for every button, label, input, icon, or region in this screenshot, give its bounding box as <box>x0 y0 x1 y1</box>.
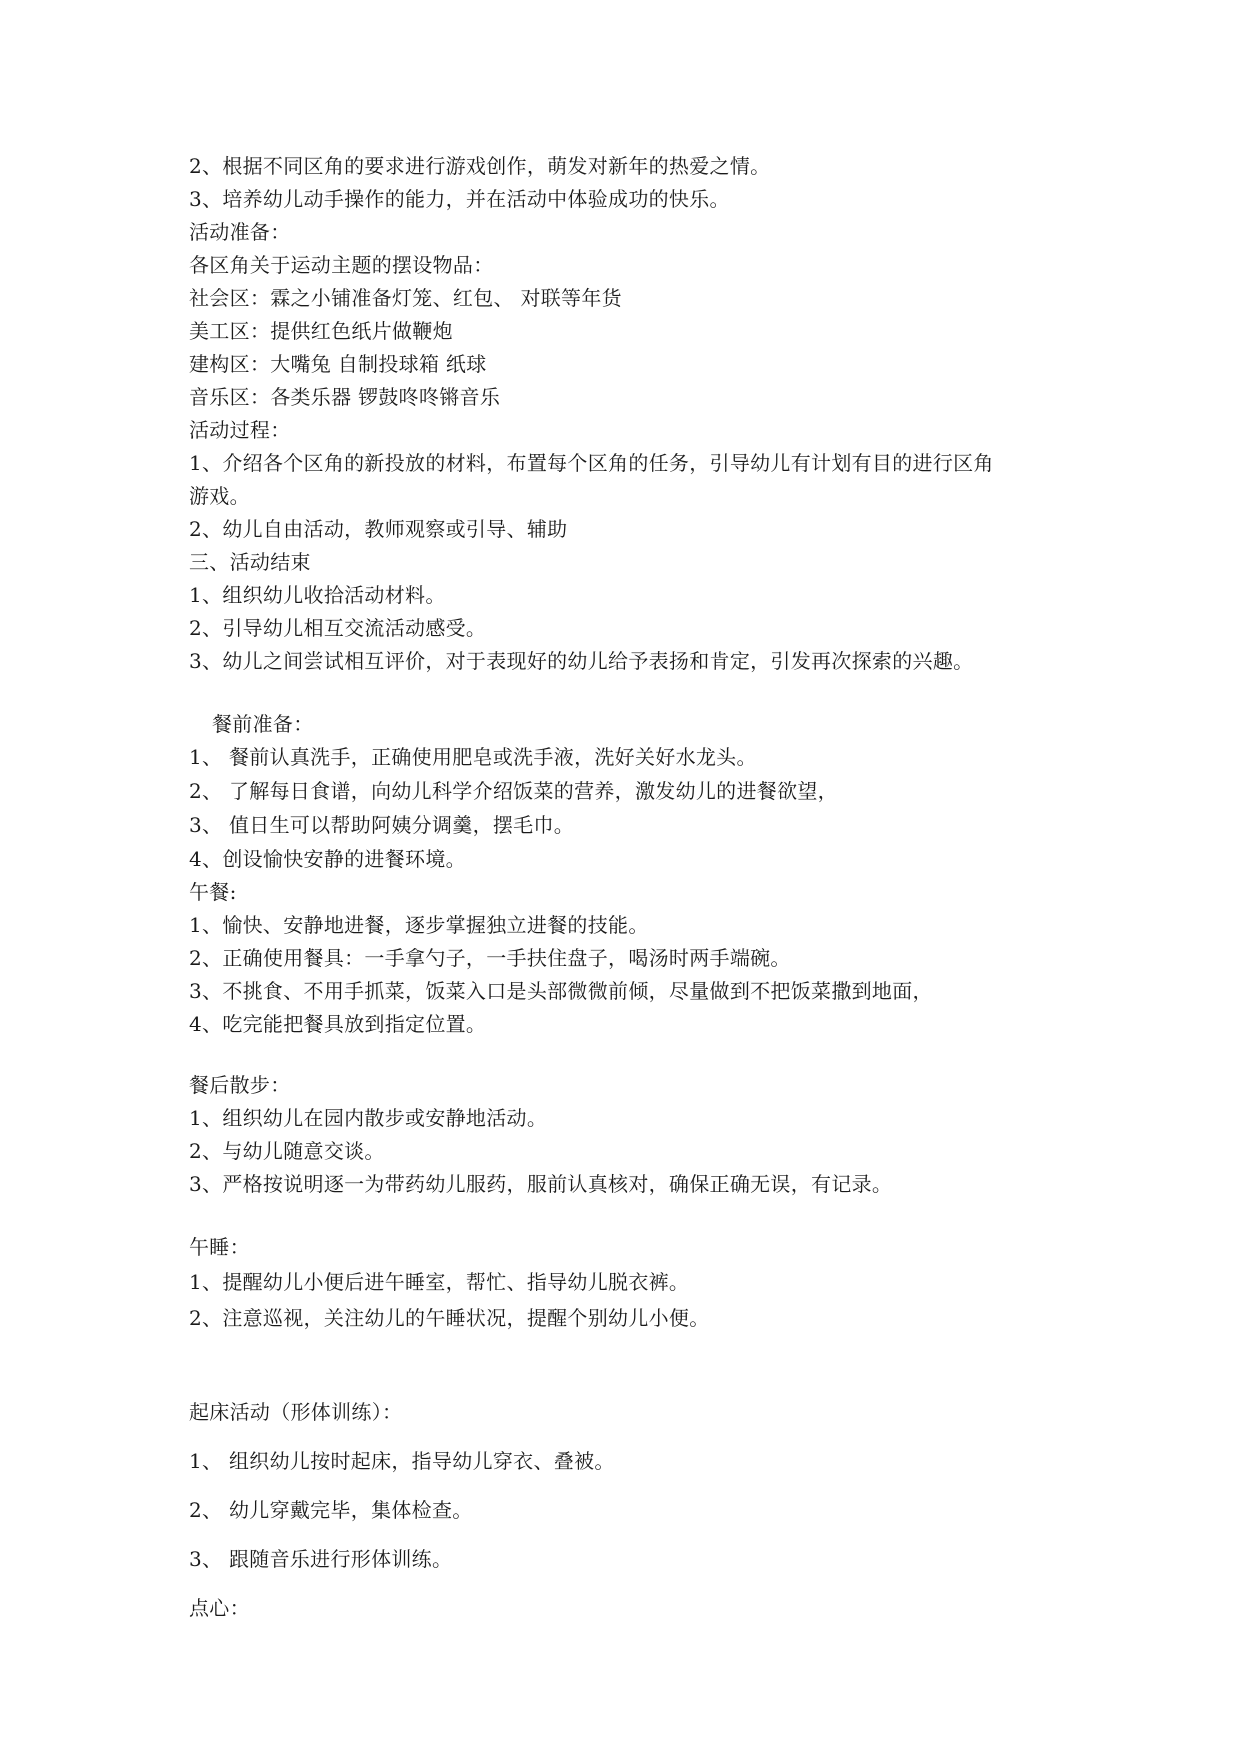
wake-line-2: 2、 幼儿穿戴完毕，集体检查。 <box>189 1498 473 1522</box>
heading-activity-process: 活动过程： <box>189 418 291 442</box>
nap-line-1: 1、提醒幼儿小便后进午睡室，帮忙、指导幼儿脱衣裤。 <box>189 1270 690 1294</box>
prep-music-area: 音乐区：各类乐器 锣鼓咚咚锵音乐 <box>189 385 501 409</box>
heading-lunch: 午餐: <box>189 880 237 904</box>
heading-wake-up-activity: 起床活动（形体训练）： <box>189 1400 403 1424</box>
walk-line-1: 1、组织幼儿在园内散步或安静地活动。 <box>189 1106 548 1130</box>
nap-line-2: 2、注意巡视，关注幼儿的午睡状况，提醒个别幼儿小便。 <box>189 1306 710 1330</box>
wake-line-1: 1、 组织幼儿按时起床，指导幼儿穿衣、叠被。 <box>189 1449 615 1473</box>
heading-snack: 点心： <box>189 1596 250 1620</box>
goal-line-3: 3、培养幼儿动手操作的能力，并在活动中体验成功的快乐。 <box>189 187 730 211</box>
prep-art-area: 美工区：提供红色纸片做鞭炮 <box>189 319 453 343</box>
process-line-2: 2、幼儿自由活动，教师观察或引导、辅助 <box>189 517 568 541</box>
process-line-1: 1、介绍各个区角的新投放的材料，布置每个区角的任务，引导幼儿有计划有目的进行区角 <box>189 451 994 475</box>
walk-line-2: 2、与幼儿随意交谈。 <box>189 1139 385 1163</box>
prep-construction-area: 建构区：大嘴兔 自制投球箱 纸球 <box>189 352 487 376</box>
pre-meal-line-2: 2、 了解每日食谱，向幼儿科学介绍饭菜的营养，激发幼儿的进餐欲望， <box>189 779 838 803</box>
pre-meal-line-1: 1、 餐前认真洗手，正确使用肥皂或洗手液，洗好关好水龙头。 <box>189 745 757 769</box>
end-line-2: 2、引导幼儿相互交流活动感受。 <box>189 616 487 640</box>
heading-nap: 午睡： <box>189 1235 250 1259</box>
heading-after-meal-walk: 餐后散步： <box>189 1073 291 1097</box>
walk-line-3: 3、严格按说明逐一为带药幼儿服药，服前认真核对，确保正确无误，有记录。 <box>189 1172 893 1196</box>
process-line-1-cont: 游戏。 <box>189 484 250 508</box>
heading-activity-end: 三、活动结束 <box>189 550 311 574</box>
end-line-3: 3、幼儿之间尝试相互评价，对于表现好的幼儿给予表扬和肯定，引发再次探索的兴趣。 <box>189 649 974 673</box>
pre-meal-line-3: 3、 值日生可以帮助阿姨分调羹，摆毛巾。 <box>189 813 575 837</box>
lunch-line-2: 2、正确使用餐具：一手拿勺子，一手扶住盘子，喝汤时两手端碗。 <box>189 946 791 970</box>
end-line-1: 1、组织幼儿收拾活动材料。 <box>189 583 446 607</box>
pre-meal-line-4: 4、创设愉快安静的进餐环境。 <box>189 847 466 871</box>
lunch-line-1: 1、愉快、安静地进餐，逐步掌握独立进餐的技能。 <box>189 913 649 937</box>
heading-pre-meal: 餐前准备： <box>212 712 314 736</box>
lunch-line-4: 4、吃完能把餐具放到指定位置。 <box>189 1012 487 1036</box>
wake-line-3: 3、 跟随音乐进行形体训练。 <box>189 1547 453 1571</box>
prep-social-area: 社会区：霖之小铺准备灯笼、红包、 对联等年货 <box>189 286 622 310</box>
goal-line-2: 2、根据不同区角的要求进行游戏创作，萌发对新年的热爱之情。 <box>189 154 771 178</box>
lunch-line-3: 3、不挑食、不用手抓菜，饭菜入口是头部微微前倾，尽量做到不把饭菜撒到地面， <box>189 979 933 1003</box>
prep-intro-line: 各区角关于运动主题的摆设物品： <box>189 253 494 277</box>
heading-activity-prep: 活动准备： <box>189 220 291 244</box>
